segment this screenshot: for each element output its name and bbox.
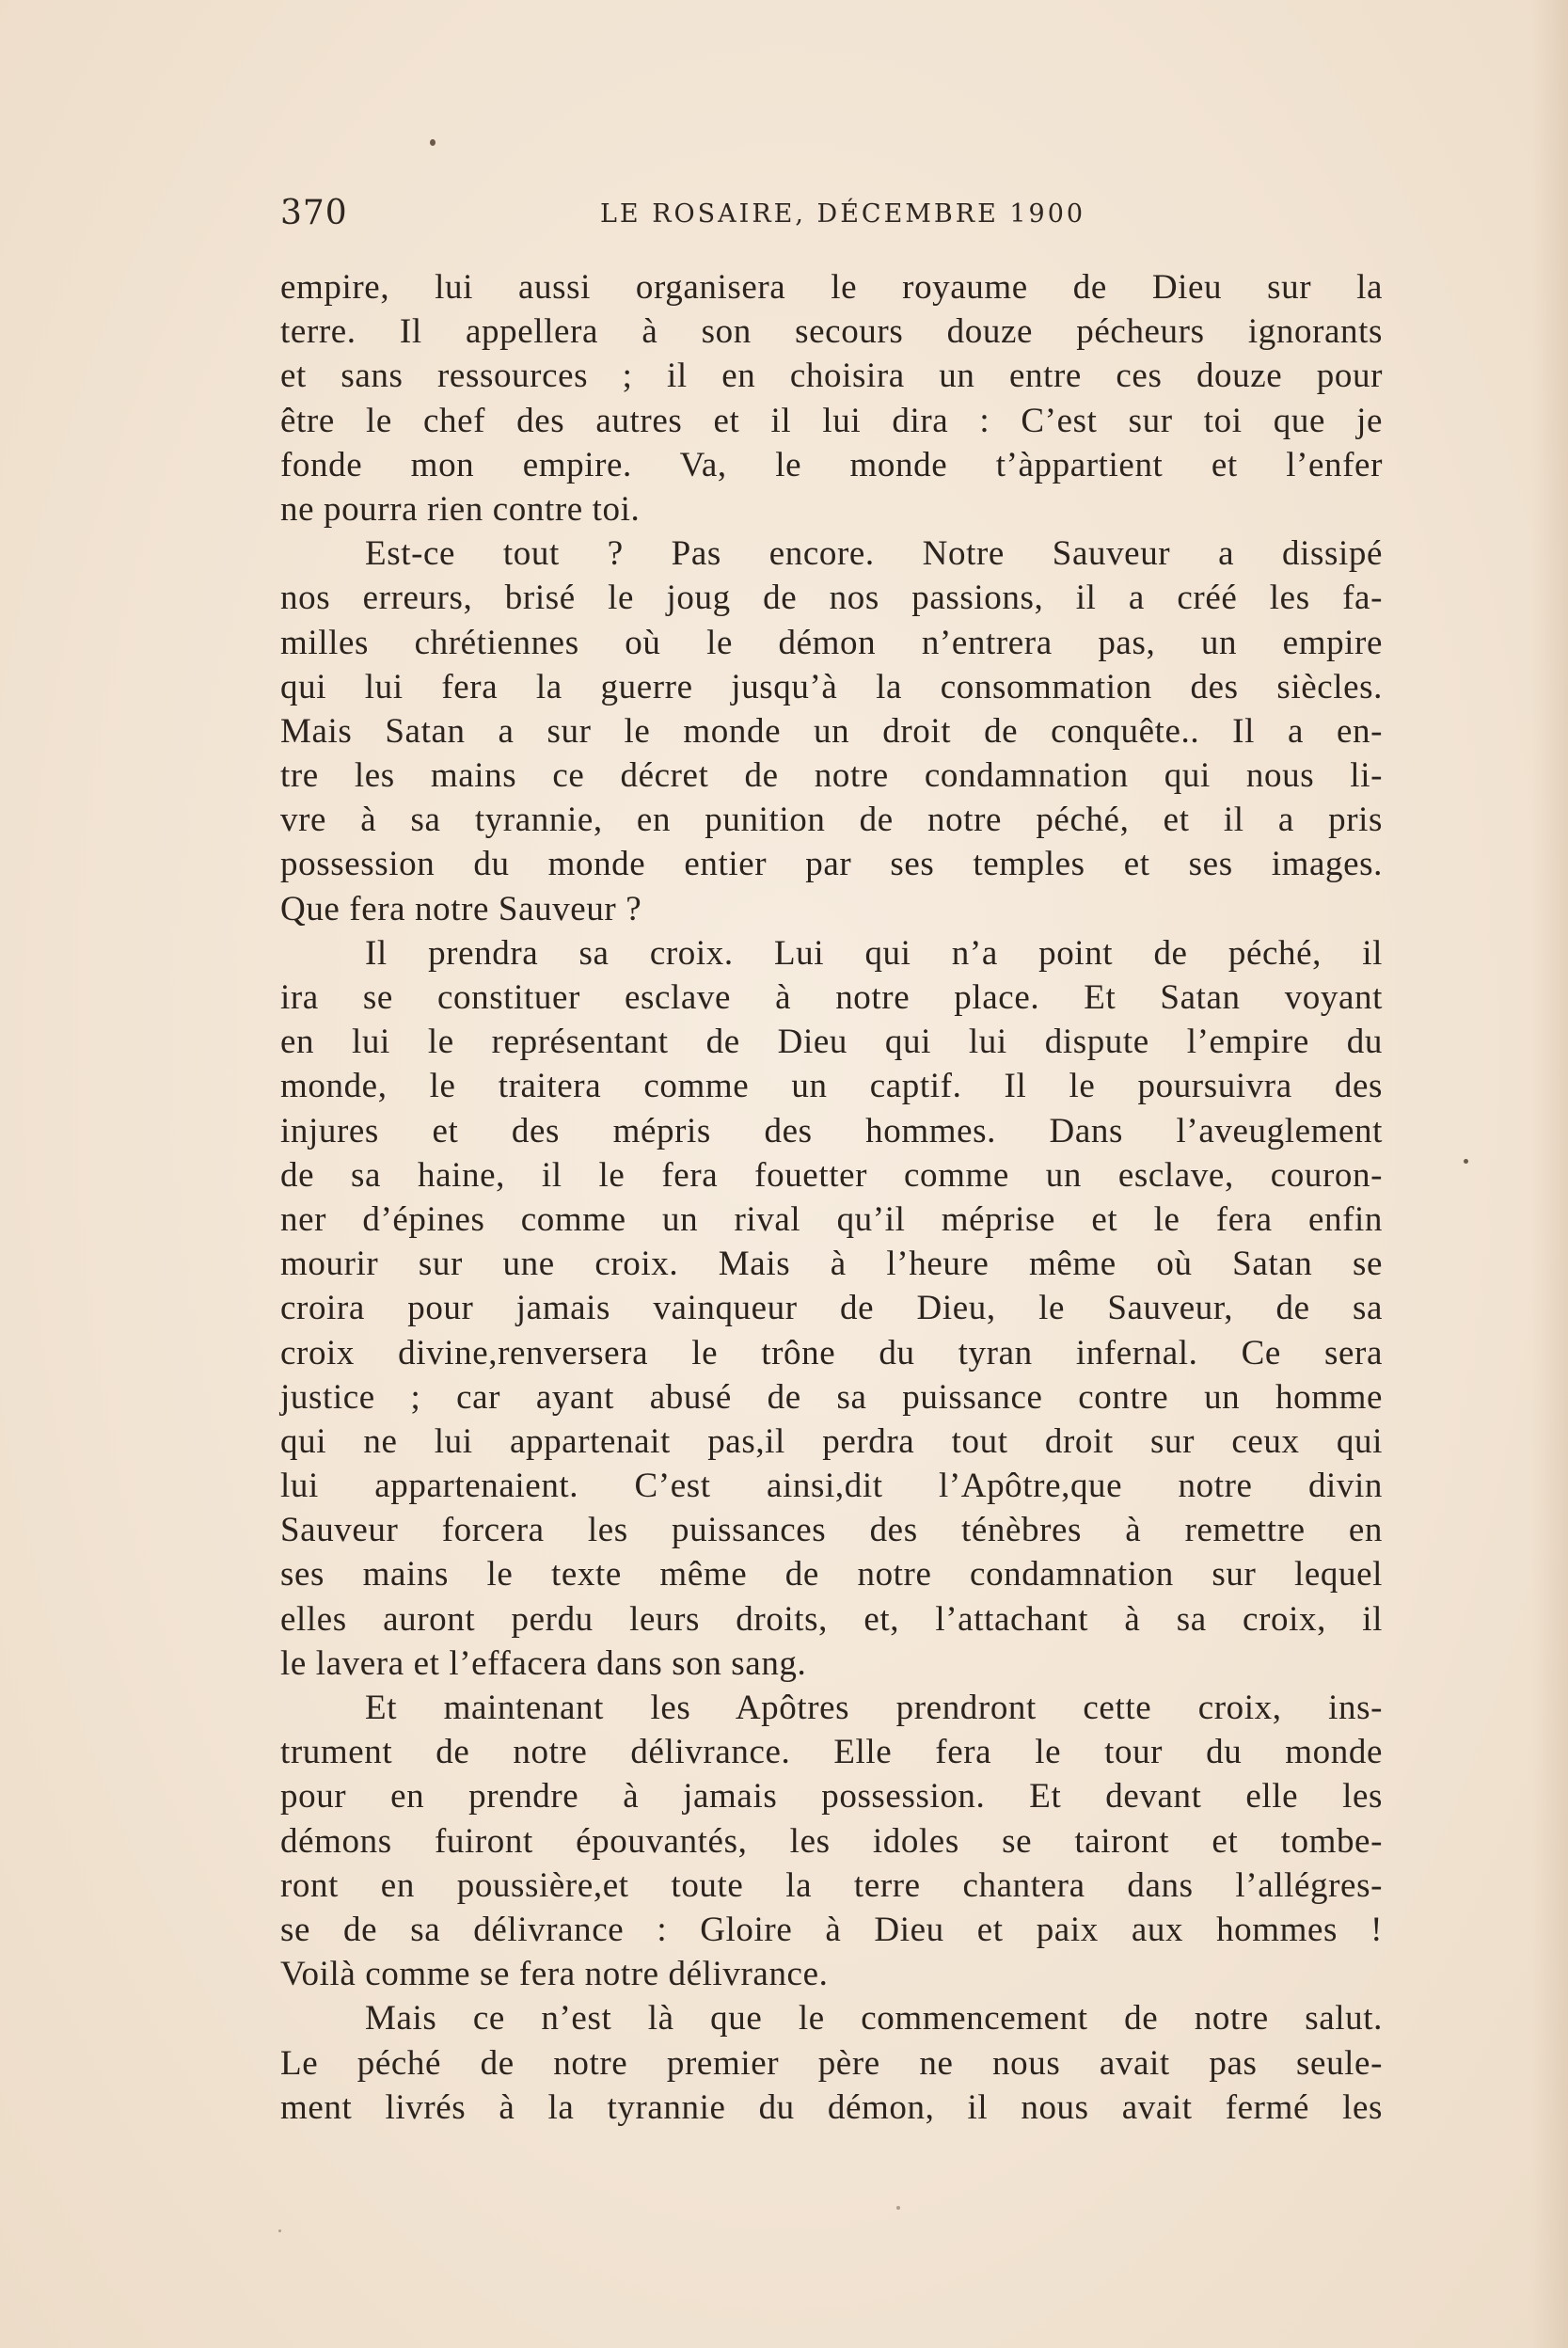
text-line: en lui le représentant de Dieu qui lui dispute l’empire du [280,1023,1383,1062]
text-line: être le chef des autres et il lui dira : C’est sur toi que je [280,401,1383,440]
text-line: Mais ce n’est là que le commencement de notre salut. [365,1999,1383,2039]
text-line: vre à sa tyrannie, en punition de notre péché, et il a pris [280,801,1383,840]
text-line: milles chrétiennes où le démon n’entrera pas, un empire [280,623,1383,662]
text-line: ses mains le texte même de notre condamnation sur lequel [280,1555,1383,1594]
text-line: terre. Il appellera à son secours douze pécheurs ignorants [280,312,1383,352]
body-text [280,265,1383,2130]
text-line: ira se constituer esclave à notre place. Et Satan voyant [280,978,1383,1017]
text-line: injures et des mépris des hommes. Dans l’aveuglement [280,1111,1383,1150]
text-line: qui lui fera la guerre jusqu’à la consommation des siècles. [280,667,1383,706]
text-line: pour en prendre à jamais possession. Et devant elle les [280,1777,1383,1817]
text-line: lui appartenaient. C’est ainsi,dit l’Apôtre,que notre divin [280,1467,1383,1506]
page-gutter-shadow [1530,0,1568,2348]
text-line: et sans ressources ; il en choisira un entre ces douze pour [280,357,1383,396]
text-line: monde, le traitera comme un captif. Il le poursuivra des [280,1067,1383,1106]
text-line: croix divine,renversera le trône du tyran infernal. Ce sera [280,1333,1383,1372]
paper-speck [896,2206,900,2210]
text-line: Que fera notre Sauveur ? [280,889,642,928]
text-line: mourir sur une croix. Mais à l’heure même où Satan se [280,1245,1383,1284]
text-line: de sa haine, il le fera fouetter comme un esclave, couron- [280,1155,1383,1195]
text-line: Il prendra sa croix. Lui qui n’a point de péché, il [365,933,1383,973]
text-line: Est-ce tout ? Pas encore. Notre Sauveur a dissipé [365,534,1383,574]
text-line: Le péché de notre premier père ne nous avait pas seule- [280,2043,1383,2083]
paper-speck [430,139,436,146]
text-line: le lavera et l’effacera dans son sang. [280,1643,807,1683]
text-line: nos erreurs, brisé le joug de nos passions, il a créé les fa- [280,579,1383,618]
text-line: ner d’épines comme un rival qu’il méprise et le fera enfin [280,1199,1383,1239]
paper-speck [1464,1159,1468,1164]
paper-speck [278,2229,281,2232]
text-line: Et maintenant les Apôtres prendront cette croix, ins- [365,1689,1383,1727]
running-title: LE ROSAIRE, DÉCEMBRE 1900 [600,199,1086,229]
running-head [280,194,1383,241]
text-line: qui ne lui appartenait pas,il perdra tout droit sur ceux qui [280,1421,1383,1461]
text-line: se de sa délivrance : Gloire à Dieu et paix aux hommes ! [280,1910,1383,1949]
text-line: Mais Satan a sur le monde un droit de conquête.. Il a en- [280,711,1383,751]
text-line: ment livrés à la tyrannie du démon, il nous avait fermé les [280,2087,1383,2127]
text-line: empire, lui aussi organisera le royaume de Dieu sur la [280,268,1383,307]
text-line: Sauveur forcera les puissances des ténèbres à remettre en [280,1511,1383,1550]
text-line: possession du monde entier par ses temples et ses images. [280,845,1383,884]
text-line: croira pour jamais vainqueur de Dieu, le Sauveur, de sa [280,1289,1383,1328]
text-line: tre les mains ce décret de notre condamnation qui nous li- [280,756,1383,796]
text-line: ne pourra rien contre toi. [280,489,641,529]
text-line: fonde mon empire. Va, le monde t’àppartient et l’enfer [280,445,1383,484]
text-line: ront en poussière,et toute la terre chantera dans l’allégres- [280,1865,1383,1905]
page-number: 370 [280,194,348,232]
text-line: Voilà comme se fera notre délivrance. [280,1955,829,1994]
text-line: justice ; car ayant abusé de sa puissance contre un homme [280,1377,1383,1417]
text-line: démons fuiront épouvantés, les idoles se tairont et tombe- [280,1821,1383,1861]
text-line: elles auront perdu leurs droits, et, l’attachant à sa croix, il [280,1599,1383,1639]
text-line: trument de notre délivrance. Elle fera le tour du monde [280,1733,1383,1772]
